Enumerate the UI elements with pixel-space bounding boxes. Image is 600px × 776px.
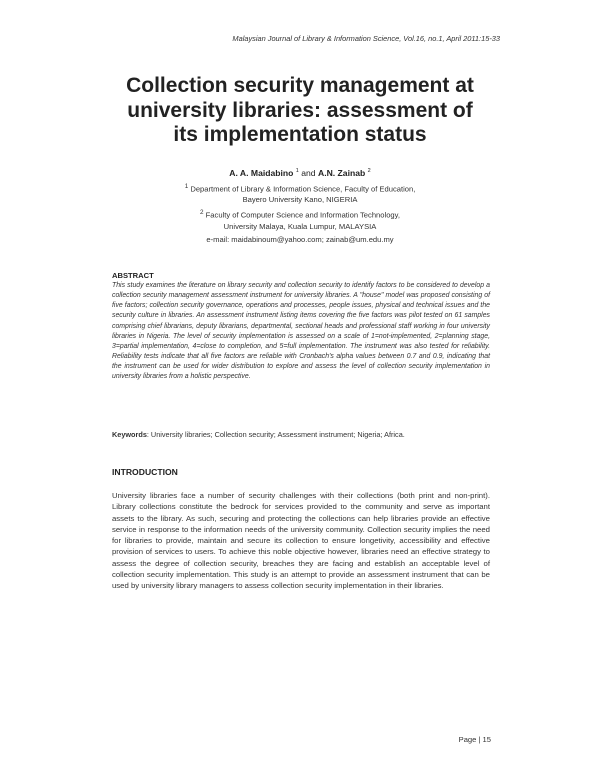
affiliation-2-line-1: $^2$ Faculty of Computer Science and Information Technology, bbox=[200, 209, 400, 220]
author-2: A.N. Zainab bbox=[317, 168, 366, 178]
author-1: A. A. Maidabino bbox=[229, 168, 294, 178]
affiliation-1-line-2: Bayero University Kano, NIGERIA bbox=[242, 195, 358, 204]
keywords-text: : University libraries; Collection security; Assessment instrument; Nigeria; Africa. bbox=[146, 430, 405, 439]
title-line-2: university libraries: assessment of bbox=[127, 98, 473, 122]
author-1-superscript: 1 bbox=[295, 168, 299, 175]
page-number: Page | 15 bbox=[458, 735, 491, 744]
journal-header: Malaysian Journal of Library & Information Science, Vol.16, no.1, April 2011:15-33 bbox=[232, 34, 500, 43]
author-line bbox=[100, 168, 500, 178]
affiliation-1-superscript: 1 bbox=[184, 183, 189, 190]
affiliation-1-line-1: $^1$ Department of Library & Information Science, Faculty of Education, bbox=[184, 183, 416, 194]
introduction-heading: INTRODUCTION bbox=[112, 467, 178, 477]
affiliation-2-superscript: 2 bbox=[200, 209, 204, 216]
author-conjunction: and bbox=[301, 168, 316, 178]
paper-title bbox=[80, 74, 520, 148]
keywords bbox=[112, 430, 490, 439]
abstract-heading: ABSTRACT bbox=[112, 271, 154, 280]
abstract-text: This study examines the literature on library security and collection security to identify factors to be considered to develop a collection security management assessment instrument for university libraries. A "house" model was proposed consisting of five factors; collection security governance, operations and processes, people issues, physical and technical issues and the security culture in libraries. An assessment instrument listing items covering the five factors was pilot tested on 61 samples comprising chief librarians, deputy librarians, departmental, sectional heads and professional staff working in four university libraries in Nigeria. The level of security implementation is assessed on a scale of 1=not-implemented, 2=planning stage, 3=partial implementation, 4=close to completion, and 5=full implementation. The instrument was also tested for reliability. Reliability tests indicate that all five factors are reliable with Cronbach's alpha values between 0.7 and 0.9, indicating that the instrument can be used for wider distribution to explore and assess the level of collection security implementation in university libraries from a holistic perspective. bbox=[112, 282, 490, 381]
title-line-3: its implementation status bbox=[173, 123, 427, 146]
affiliation-2-line-2: University Malaya, Kuala Lumpur, MALAYSIA bbox=[223, 222, 377, 231]
introduction-text: University libraries face a number of security challenges with their collections (both print and non-print). Library collections constitute the bedrock for services provided to the community and serve as important assets to the library. As such, securing and protecting the collections can help libraries provide an effective service in response to the information needs of the university community. Collection security implies the need for libraries to provide, maintain and secure its collection to ensure longetivity, accessibility and effective provision of services to users. To achieve this noble objective however, libraries need an effective strategy to assess the degree of collection security, breaches they are facing and establish an acceptable level of collection security implementation. This study is an attempt to provide an assessment instrument that can be used by university library managers to assess collection security implementation in their libraries. bbox=[112, 491, 490, 591]
author-emails: e-mail: maidabinoum@yahoo.com; zainab@um.edu.my bbox=[206, 235, 394, 244]
title-line-1: Collection security management at bbox=[126, 74, 474, 97]
author-2-superscript: 2 bbox=[367, 168, 371, 175]
keywords-label: Keywords bbox=[112, 430, 147, 439]
